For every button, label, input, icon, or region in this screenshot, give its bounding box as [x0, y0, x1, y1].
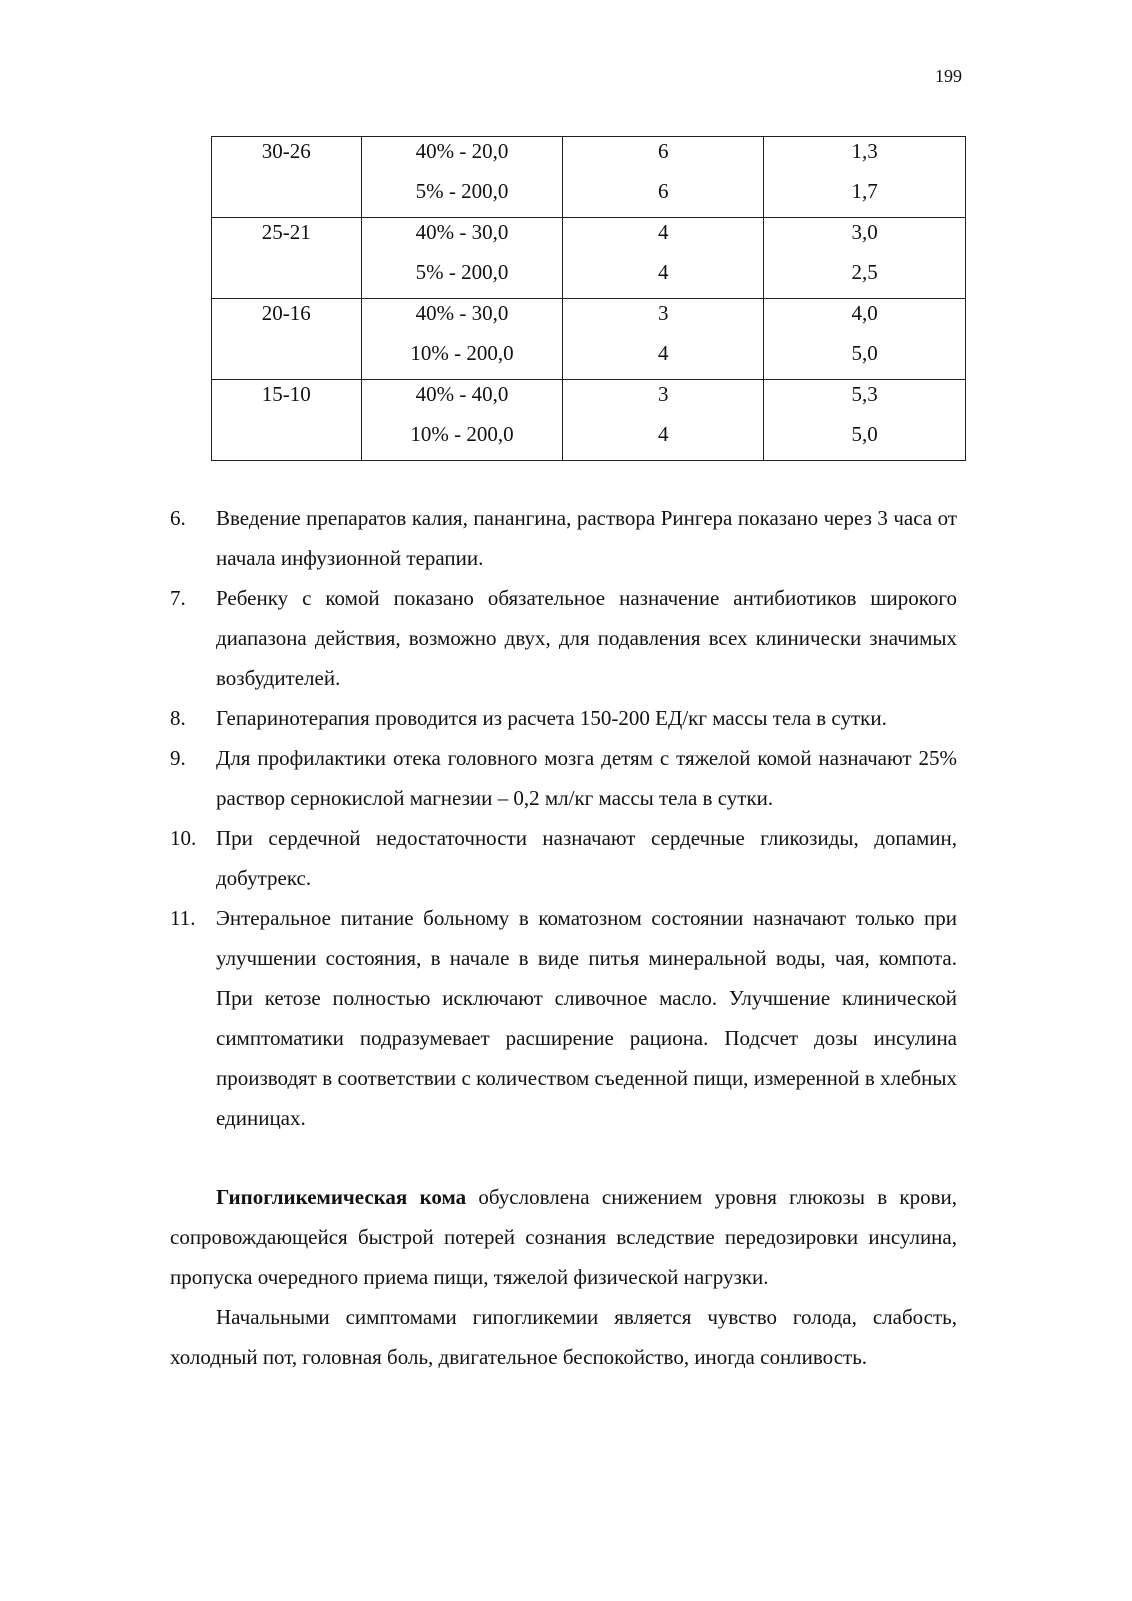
list-item-text: Введение препаратов калия, панангина, раствора Рингера показано через 3 часа от начала инфузионной терапии. [216, 506, 957, 570]
paragraph-hypoglycemic-coma [170, 1177, 957, 1297]
list-item-text: При сердечной недостаточности назначают сердечные гликозиды, допамин, добутрекс. [216, 826, 957, 890]
cell-value: 40% - 40,0 [415, 382, 509, 406]
solution-cell [361, 137, 563, 218]
cell-value: 5,0 [851, 341, 878, 365]
list-item-text: Для профилактики отека головного мозга детям с тяжелой комой назначают 25% раствор сернокислой магнезии – 0,2 мл/кг массы тела в сутки. [216, 746, 957, 810]
insulin-cell [764, 299, 966, 380]
solution-cell [361, 218, 563, 299]
cell-value: 5,0 [851, 422, 878, 446]
cell-value: 4 [658, 220, 669, 244]
cell-value: 10% - 200,0 [410, 422, 514, 446]
list-item [170, 698, 957, 738]
cell-value: 15-10 [261, 382, 311, 406]
cell-value: 4 [658, 260, 669, 284]
table-row [212, 218, 966, 299]
cell-value: 30-26 [261, 139, 311, 163]
cell-value: 4,0 [851, 301, 878, 325]
cell-value: 25-21 [261, 220, 311, 244]
cell-value: 10% - 200,0 [410, 341, 514, 365]
cell-value: 3 [658, 382, 669, 406]
list-item [170, 498, 957, 578]
list-item [170, 818, 957, 898]
cell-value: 1,3 [851, 139, 878, 163]
cell-value: 40% - 20,0 [415, 139, 509, 163]
list-item-number: 6. [170, 506, 186, 530]
time-cell [212, 137, 362, 218]
list-item-number: 7. [170, 586, 186, 610]
time-cell [212, 299, 362, 380]
cell-value: 6 [658, 179, 669, 203]
time-cell [212, 218, 362, 299]
numbered-list [170, 498, 957, 1138]
list-item-number: 10. [170, 826, 197, 850]
paragraph-initial-symptoms [170, 1297, 957, 1377]
count-cell [563, 380, 764, 461]
list-item-text: Гепаринотерапия проводится из расчета 150-200 ЕД/кг массы тела в сутки. [216, 706, 887, 730]
count-cell [563, 218, 764, 299]
solution-cell [361, 299, 563, 380]
cell-value: 20-16 [261, 301, 311, 325]
term-hypoglycemic-coma: Гипогликемическая кома [216, 1185, 467, 1209]
cell-value: 40% - 30,0 [415, 220, 509, 244]
paragraph-text: обусловлена снижением уровня глюкозы в крови, сопровождающейся быстрой потерей сознания вследствие передозировки инсулина, пропуска очередного приема пищи, тяжелой физической нагрузки. [170, 1185, 957, 1289]
list-item-number: 9. [170, 746, 186, 770]
cell-value: 3,0 [851, 220, 878, 244]
cell-value: 4 [658, 341, 669, 365]
count-cell [563, 299, 764, 380]
insulin-cell [764, 137, 966, 218]
table-row [212, 299, 966, 380]
list-item-text: Ребенку с комой показано обязательное назначение антибиотиков широкого диапазона действия, возможно двух, для подавления всех клинически значимых возбудителей. [216, 586, 957, 690]
list-item [170, 738, 957, 818]
cell-value: 40% - 30,0 [415, 301, 509, 325]
cell-value: 1,7 [851, 179, 878, 203]
dosage-table [211, 136, 966, 461]
list-item-number: 8. [170, 706, 186, 730]
insulin-cell [764, 218, 966, 299]
list-item-text: Энтеральное питание больному в коматозном состоянии назначают только при улучшении состояния, в начале в виде питья минеральной воды, чая, компота. При кетозе полностью исключают сливочное масло. Улучшение клинической симптоматики подразумевает расширение рациона. Подсчет дозы инсулина производят в соответствии с количеством съеденной пищи, измеренной в хлебных единицах. [216, 906, 957, 1130]
insulin-cell [764, 380, 966, 461]
cell-value: 5,3 [851, 382, 878, 406]
page-number: 199 [935, 66, 962, 86]
cell-value: 5% - 200,0 [415, 260, 509, 284]
cell-value: 4 [658, 422, 669, 446]
paragraph-text: Начальными симптомами гипогликемии является чувство голода, слабость, холодный пот, головная боль, двигательное беспокойство, иногда сонливость. [170, 1305, 957, 1369]
list-item-number: 11. [170, 906, 196, 930]
body-text [170, 1177, 957, 1377]
cell-value: 6 [658, 139, 669, 163]
table-row [212, 380, 966, 461]
list-item [170, 578, 957, 698]
solution-cell [361, 380, 563, 461]
cell-value: 5% - 200,0 [415, 179, 509, 203]
count-cell [563, 137, 764, 218]
time-cell [212, 380, 362, 461]
cell-value: 2,5 [851, 260, 878, 284]
table-row [212, 137, 966, 218]
list-item [170, 898, 957, 1138]
cell-value: 3 [658, 301, 669, 325]
